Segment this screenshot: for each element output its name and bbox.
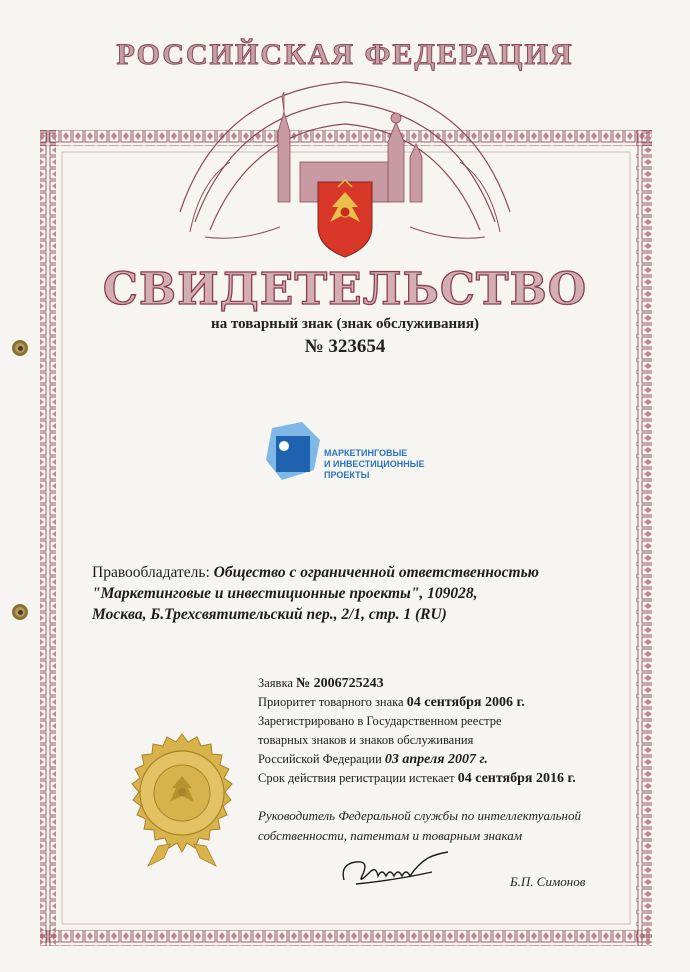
authority-block: [258, 806, 618, 846]
gold-seal: [118, 732, 246, 868]
application-number: № 2006725243: [296, 676, 384, 691]
authority-line-2: собственности, патентам и товарным знакам: [258, 828, 523, 843]
certificate-subtitle: на товарный знак (знак обслуживания): [211, 316, 479, 332]
rights-holder-line-2: "Маркетинговые и инвестиционные проекты", 109028,: [92, 585, 478, 602]
rights-holder-line-3: Москва, Б.Трехсвятительский пер., 2/1, стр. 1 (RU): [92, 606, 447, 623]
kremlin-emblem: [160, 62, 530, 262]
authority-line-1: Руководитель Федеральной службы по интеллектуальной: [258, 808, 582, 823]
certificate-number: № 323654: [304, 336, 386, 357]
registered-line-3: Российской Федерации: [258, 752, 382, 766]
binder-hole-bottom: [12, 604, 28, 620]
validity-date: 04 сентября 2016 г.: [457, 771, 576, 786]
certificate-title: СВИДЕТЕЛЬСТВО: [102, 264, 588, 315]
priority-label: Приоритет товарного знака: [258, 695, 404, 709]
country-title: РОССИЙСКАЯ ФЕДЕРАЦИЯ: [116, 38, 574, 71]
registration-details: [258, 674, 638, 788]
registered-date: 03 апреля 2007 г.: [384, 752, 488, 767]
rights-holder-block: [92, 562, 612, 625]
registered-line-2: товарных знаков и знаков обслуживания: [258, 733, 474, 747]
logo-line-2: И ИНВЕСТИЦИОННЫЕ: [324, 459, 425, 469]
registered-line-1: Зарегистрировано в Государственном реестре: [258, 714, 502, 728]
logo-line-3: ПРОЕКТЫ: [324, 470, 370, 480]
logo-line-1: МАРКЕТИНГОВЫЕ: [324, 448, 408, 458]
signer-name: Б.П. Симонов: [510, 874, 586, 889]
application-label: Заявка: [258, 676, 293, 690]
priority-date: 04 сентября 2006 г.: [406, 695, 525, 710]
rights-holder-line-1: Общество с ограниченной ответственностью: [213, 564, 539, 581]
trademark-logo-text: [324, 448, 425, 481]
trademark-logo: [262, 420, 442, 490]
validity-label: Срок действия регистрации истекает: [258, 771, 455, 785]
trademark-logo-mark: [262, 420, 332, 490]
signature: [336, 850, 456, 890]
rights-holder-label: Правообладатель:: [92, 564, 210, 581]
